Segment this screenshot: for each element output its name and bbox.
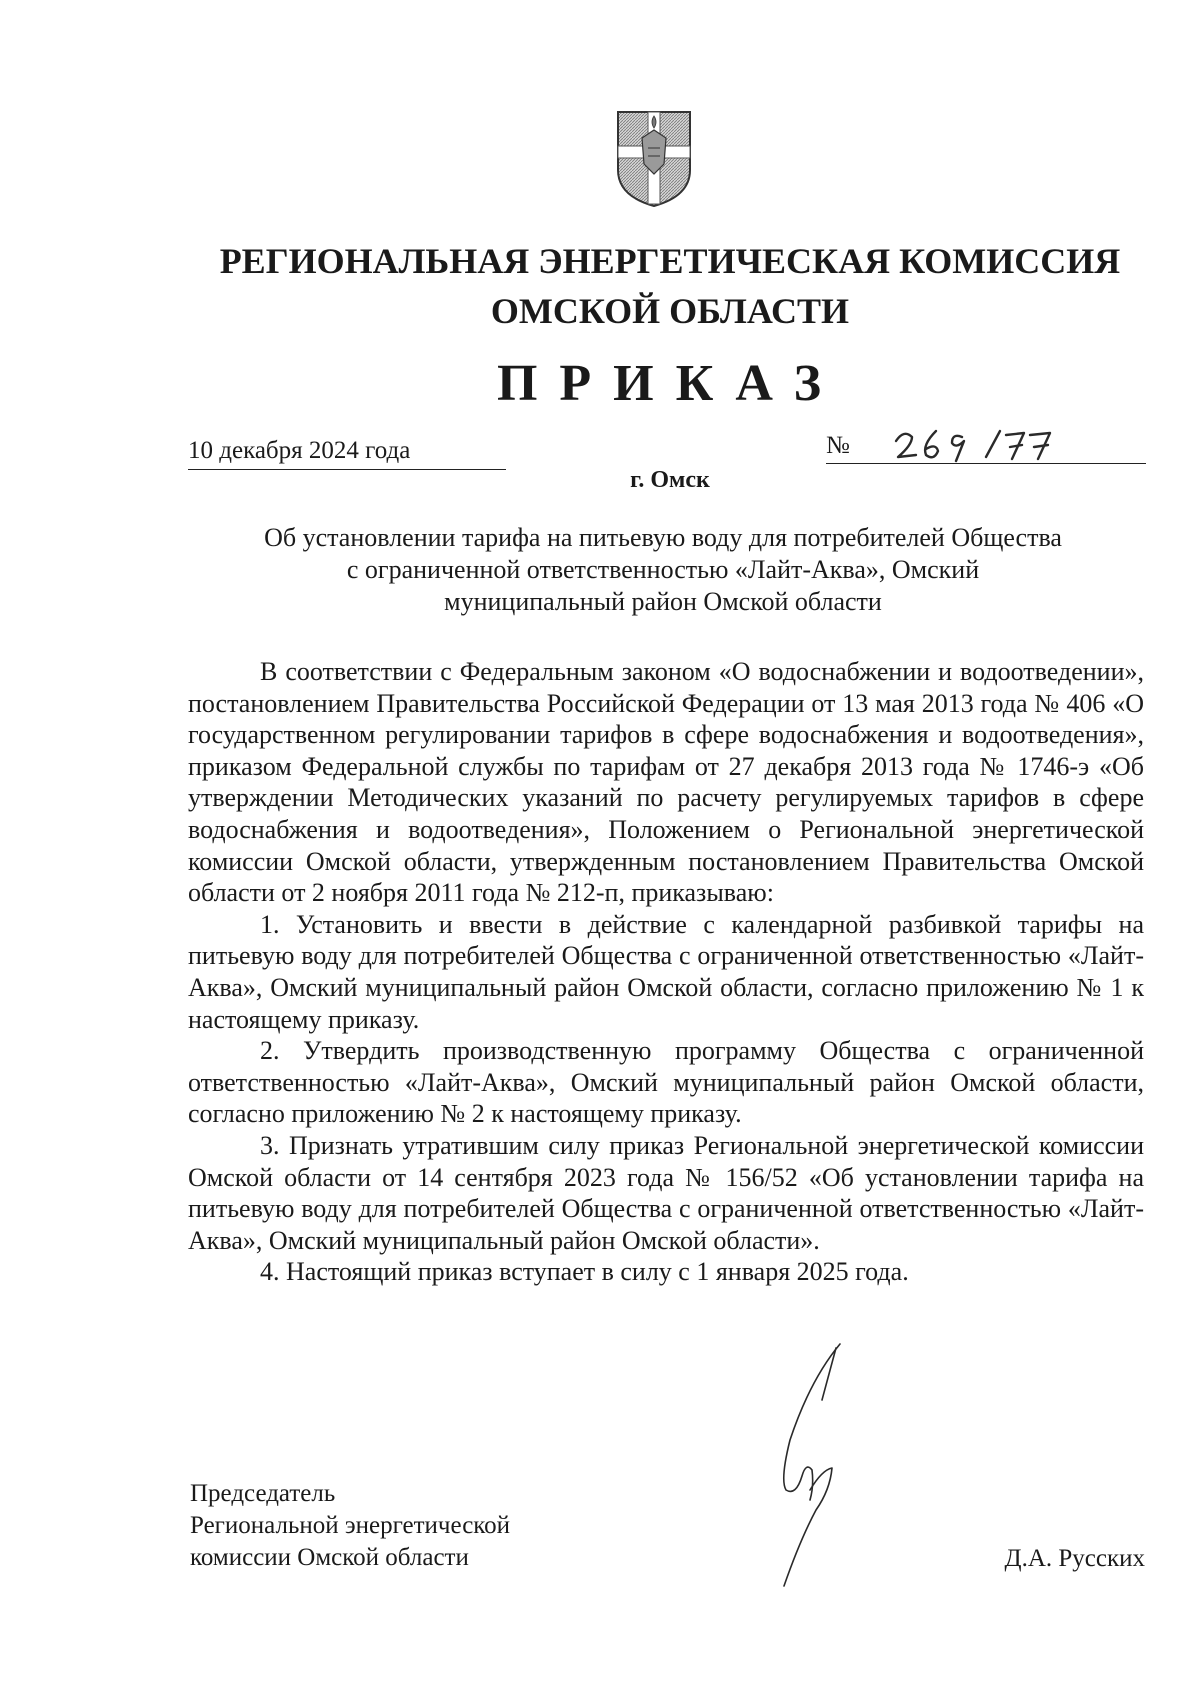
document-subject [198, 522, 1128, 618]
body-preamble: В соответствии с Федеральным законом «О водоснабжении и водоотведении», постановлением Правительства Российской Федерации от 13 мая 2013 года № 406 «О государственном регулировании тарифов в сфере водоснабжения и водоотведения», приказом Федеральной службы по тарифам от 27 декабря 2013 года № 1746-э «Об утверждении Методических указаний по расчету регулируемых тарифов в сфере водоснабжения и водоотведения», Положением о Региональной энергетической комиссии Омской области, утвержденным постановлением Правительства Омской области от 2 ноября 2011 года № 212-п, приказываю: [188, 657, 1144, 908]
position-line2: Региональной энергетической [190, 1512, 511, 1539]
body-item-3: 3. Признать утратившим силу приказ Региональной энергетической комиссии Омской области от 14 сентября 2023 года № 156/52 «Об установлении тарифа на питьевую воду для потребителей Общества с ограниченной ответственностью «Лайт-Аква», Омский муниципальный район Омской области». [188, 1130, 1144, 1255]
number-label: № [826, 432, 850, 459]
signer-name: Д.А. Русских [1004, 1545, 1145, 1572]
document-type: ПРИКАЗ [496, 355, 844, 412]
organization-title-line1: РЕГИОНАЛЬНАЯ ЭНЕРГЕТИЧЕСКАЯ КОМИССИЯ [219, 241, 1121, 281]
position-line3: комиссии Омской области [190, 1544, 469, 1571]
coat-of-arms-icon [614, 108, 694, 208]
subject-line1: Об установлении тарифа на питьевую воду для потребителей Общества [264, 523, 1062, 552]
body-item-2: 2. Утвердить производственную программу Общества с ограниченной ответственностью «Лайт-Аква», Омский муниципальный район Омской области, согласно приложению № 2 к настоящему приказу. [188, 1036, 1144, 1129]
organization-title [180, 236, 1160, 336]
document-body [188, 656, 1144, 1288]
document-date: 10 декабря 2024 года [188, 435, 506, 470]
signature-icon [770, 1340, 860, 1595]
body-item-4: 4. Настоящий приказ вступает в силу с 1 января 2025 года. [260, 1257, 909, 1287]
organization-title-line2: ОМСКОЙ ОБЛАСТИ [490, 291, 850, 331]
document-city: г. Омск [630, 467, 710, 493]
document-number [826, 429, 1146, 464]
position-line1: Председатель [190, 1480, 336, 1507]
subject-line2: с ограниченной ответственностью «Лайт-Аква», Омский [346, 555, 980, 584]
body-item-1: 1. Установить и ввести в действие с календарной разбивкой тарифы на питьевую воду для потребителей Общества с ограниченной ответственностью «Лайт-Аква», Омский муниципальный район Омской области, согласно приложению № 1 к настоящему приказу. [188, 909, 1144, 1034]
subject-line3: муниципальный район Омской области [444, 587, 882, 616]
signature-position [190, 1478, 510, 1574]
